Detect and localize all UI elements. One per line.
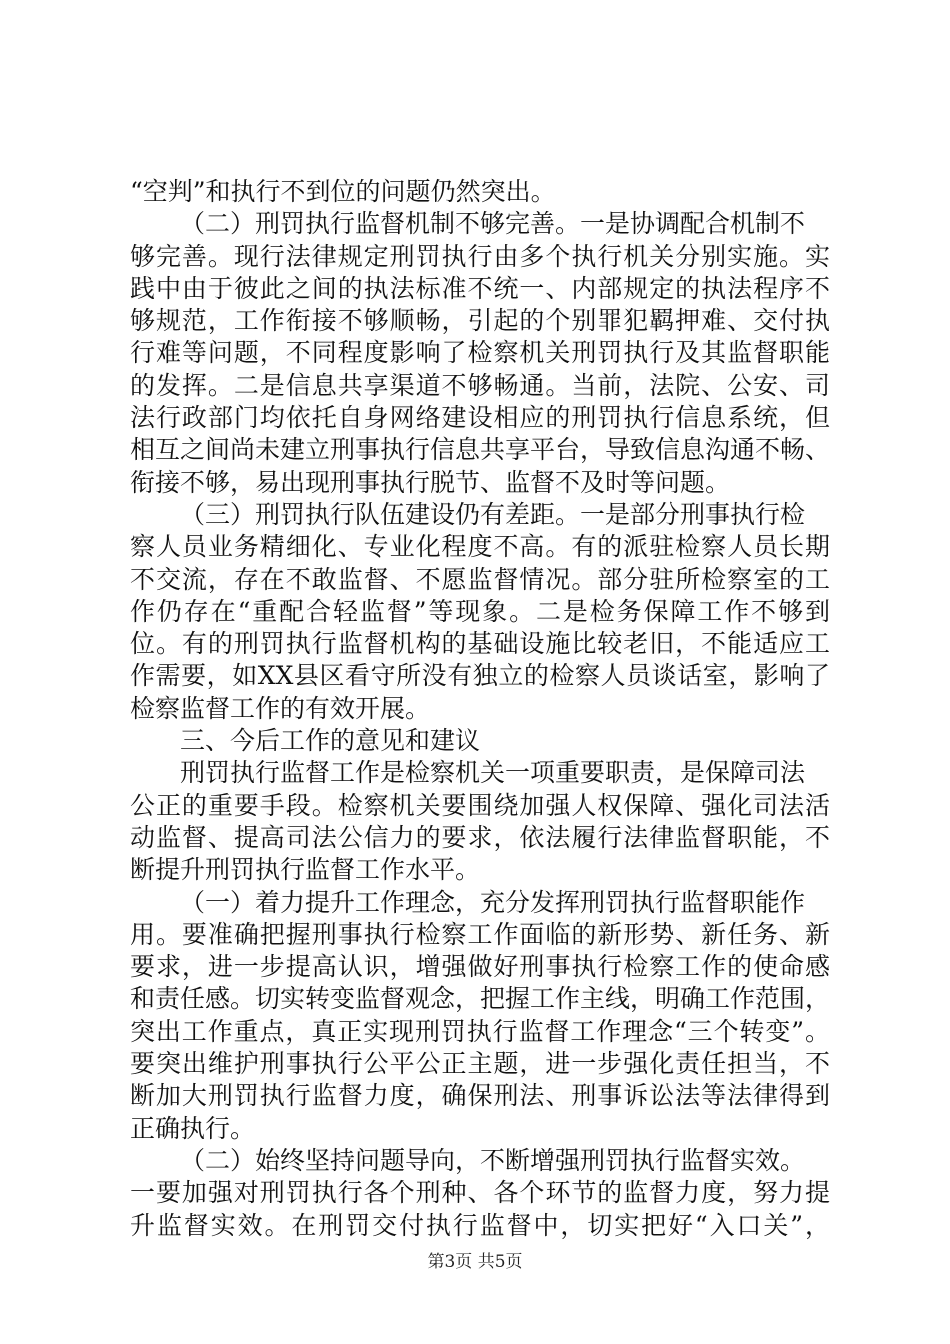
text-line: 够完善。现行法律规定刑罚执行由多个执行机关分别实施。实 [130, 241, 830, 271]
text-line: 的发挥。二是信息共享渠道不够畅通。当前，法院、公安、司 [130, 370, 830, 400]
text-line: 升监督实效。在刑罚交付执行监督中，切实把好“入口关”， [130, 1210, 830, 1240]
section-heading: 三、今后工作的意见和建议 [180, 726, 481, 756]
text-line: 位。有的刑罚执行监督机构的基础设施比较老旧，不能适应工 [130, 629, 830, 659]
text-line: 检察监督工作的有效开展。 [130, 693, 431, 723]
text-line: 用。要准确把握刑事执行检察工作面临的新形势、新任务、新 [130, 919, 830, 949]
text-line: 作需要，如XX县区看守所没有独立的检察人员谈话室，影响了 [130, 661, 830, 691]
paragraph-start: 刑罚执行监督工作是检察机关一项重要职责，是保障司法 [180, 758, 806, 788]
text-line: 要求，进一步提高认识，增强做好刑事执行检察工作的使命感 [130, 952, 830, 982]
text-line: 行难等问题，不同程度影响了检察机关刑罚执行及其监督职能 [130, 338, 830, 368]
paragraph-heading: （二）刑罚执行监督机制不够完善。一是协调配合机制不 [180, 209, 806, 239]
text-line: “空判”和执行不到位的问题仍然突出。 [130, 177, 556, 206]
text-line: 践中由于彼此之间的执法标准不统一、内部规定的执法程序不 [130, 273, 830, 303]
text-line: 够规范，工作衔接不够顺畅，引起的个别罪犯羁押难、交付执 [130, 306, 830, 336]
text-line: 法行政部门均依托自身网络建设相应的刑罚执行信息系统，但 [130, 403, 830, 433]
text-line: 相互之间尚未建立刑事执行信息共享平台，导致信息沟通不畅、 [130, 435, 831, 465]
document-body [130, 176, 830, 1242]
paragraph-heading: （一）着力提升工作理念，充分发挥刑罚执行监督职能作 [180, 887, 806, 917]
text-line: 断加大刑罚执行监督力度，确保刑法、刑事诉讼法等法律得到 [130, 1081, 830, 1111]
text-line: 和责任感。切实转变监督观念，把握工作主线，明确工作范围， [130, 984, 831, 1014]
paragraph-heading: （二）始终坚持问题导向，不断增强刑罚执行监督实效。 [180, 1145, 806, 1175]
text-line: 公正的重要手段。检察机关要围绕加强人权保障、强化司法活 [130, 790, 830, 820]
text-line: 一要加强对刑罚执行各个刑种、各个环节的监督力度，努力提 [130, 1178, 830, 1208]
text-line: 不交流，存在不敢监督、不愿监督情况。部分驻所检察室的工 [130, 564, 830, 594]
text-line: 动监督、提高司法公信力的要求，依法履行法律监督职能，不 [130, 822, 830, 852]
page-number-footer: 第3页 共5页 [427, 1252, 523, 1272]
text-line: 要突出维护刑事执行公平公正主题，进一步强化责任担当，不 [130, 1049, 830, 1079]
text-line: 察人员业务精细化、专业化程度不高。有的派驻检察人员长期 [130, 532, 830, 562]
text-line: 衔接不够，易出现刑事执行脱节、监督不及时等问题。 [130, 467, 731, 497]
text-line: 断提升刑罚执行监督工作水平。 [130, 855, 481, 885]
text-line: 正确执行。 [130, 1113, 256, 1143]
paragraph-heading: （三）刑罚执行队伍建设仍有差距。一是部分刑事执行检 [180, 499, 806, 529]
text-line: 作仍存在“重配合轻监督”等现象。二是检务保障工作不够到 [130, 596, 830, 626]
text-line: 突出工作重点，真正实现刑罚执行监督工作理念“三个转变”。 [130, 1016, 830, 1046]
